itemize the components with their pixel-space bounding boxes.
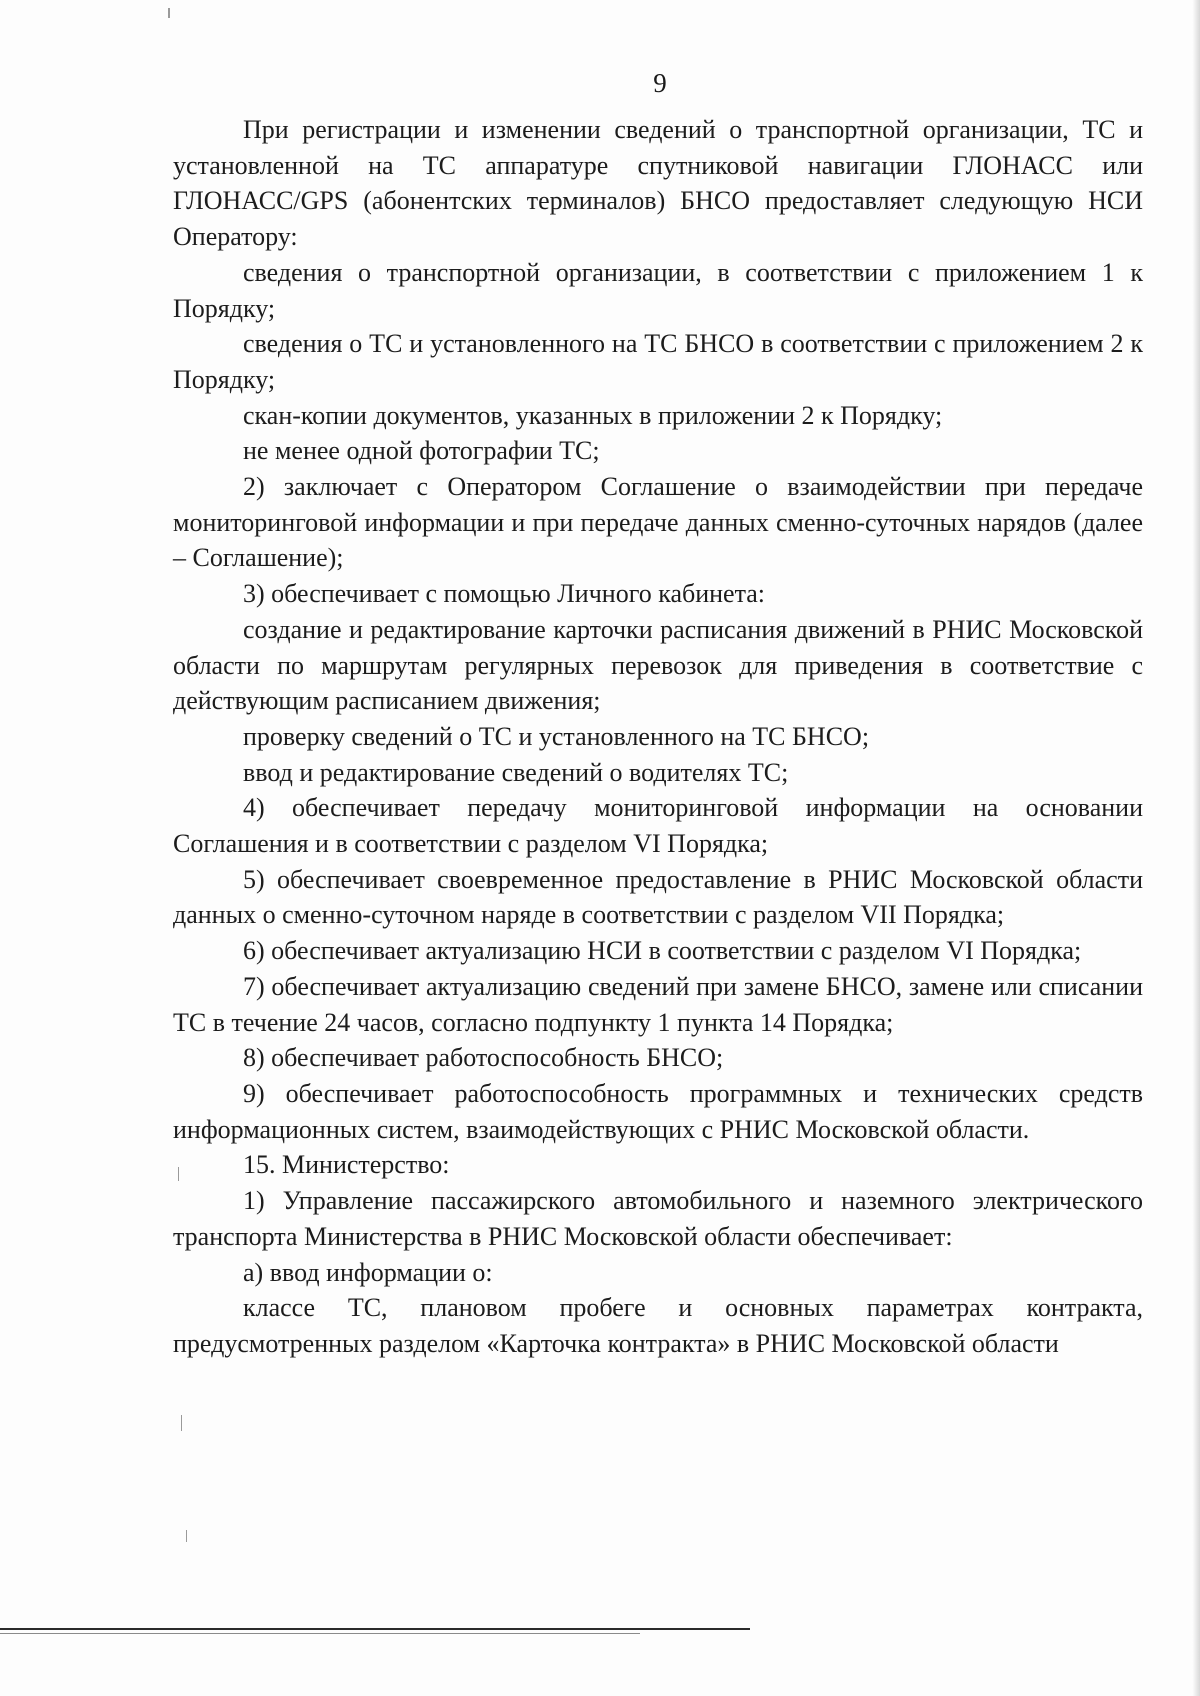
paragraph-item-a: а) ввод информации о: <box>243 1257 493 1287</box>
scan-speck <box>186 1530 187 1542</box>
scan-speck <box>181 1415 182 1431</box>
scan-speck <box>178 1167 179 1181</box>
paragraph-item-4: 4) обеспечивает передачу мониторинговой информации на основании Соглашения и в соответствии с разделом VI Порядка; <box>173 793 1143 859</box>
paragraph-vehicle-info: сведения о ТС и установленного на ТС БНСО в соответствии с приложением 2 к Порядку; <box>173 329 1143 394</box>
paragraph-registration-info: При регистрации и изменении сведений о транспортной организации, ТС и установленной на ТС аппаратуре спутниковой навигации ГЛОНАСС или ГЛОНАСС/GPS (абонентских терминалов) БНСО предоставляет следующую НСИ Оператору: <box>173 115 1143 252</box>
paragraph-org-info: сведения о транспортной организации, в соответствии с приложением 1 к Порядку; <box>173 257 1143 323</box>
page-number: 9 <box>653 68 667 98</box>
paragraph-schedule-card: создание и редактирование карточки расписания движений в РНИС Московской области по маршрутам регулярных перевозок для приведения в соответствие с действующим расписанием движения; <box>173 614 1143 716</box>
scan-speck <box>168 8 170 18</box>
scan-right-edge <box>1192 0 1200 1696</box>
paragraph-item-7: 7) обеспечивает актуализацию сведений при замене БНСО, замене или списании ТС в течение 24 часов, согласно подпункту 1 пункта 14 Порядка; <box>173 971 1143 1037</box>
paragraph-check-vehicle: проверку сведений о ТС и установленного на ТС БНСО; <box>243 721 870 751</box>
paragraph-item-8: 8) обеспечивает работоспособность БНСО; <box>243 1043 724 1073</box>
paragraph-contract-card: классе ТС, плановом пробеге и основных параметрах контракта, предусмотренных разделом «Карточка контракта» в РНИС Московской области <box>173 1293 1143 1358</box>
document-body <box>173 112 1143 1362</box>
paragraph-item-6: 6) обеспечивает актуализацию НСИ в соответствии с разделом VI Порядка; <box>243 936 1082 966</box>
scan-bottom-edge-shadow <box>0 1633 640 1634</box>
paragraph-item-2: 2) заключает с Оператором Соглашение о взаимодействии при передаче мониторинговой информации и при передаче данных сменно-суточных нарядов (далее – Соглашение); <box>173 472 1143 573</box>
scan-bottom-edge <box>0 1628 750 1630</box>
paragraph-drivers: ввод и редактирование сведений о водителях ТС; <box>243 757 789 787</box>
paragraph-section-15-item-1: 1) Управление пассажирского автомобильного и наземного электрического транспорта Министерства в РНИС Московской области обеспечивает: <box>173 1186 1143 1251</box>
paragraph-item-5: 5) обеспечивает своевременное предоставление в РНИС Московской области данных о сменно-суточном наряде в соответствии с разделом VII Порядка; <box>173 864 1143 930</box>
paragraph-section-15: 15. Министерство: <box>243 1150 450 1180</box>
paragraph-item-9: 9) обеспечивает работоспособность программных и технических средств информационных систем, взаимодействующих с РНИС Московской области. <box>173 1078 1143 1144</box>
paragraph-photo: не менее одной фотографии ТС; <box>243 436 600 466</box>
paragraph-item-3: 3) обеспечивает с помощью Личного кабинета: <box>243 579 766 609</box>
paragraph-scan-copies: скан-копии документов, указанных в приложении 2 к Порядку; <box>243 400 943 430</box>
